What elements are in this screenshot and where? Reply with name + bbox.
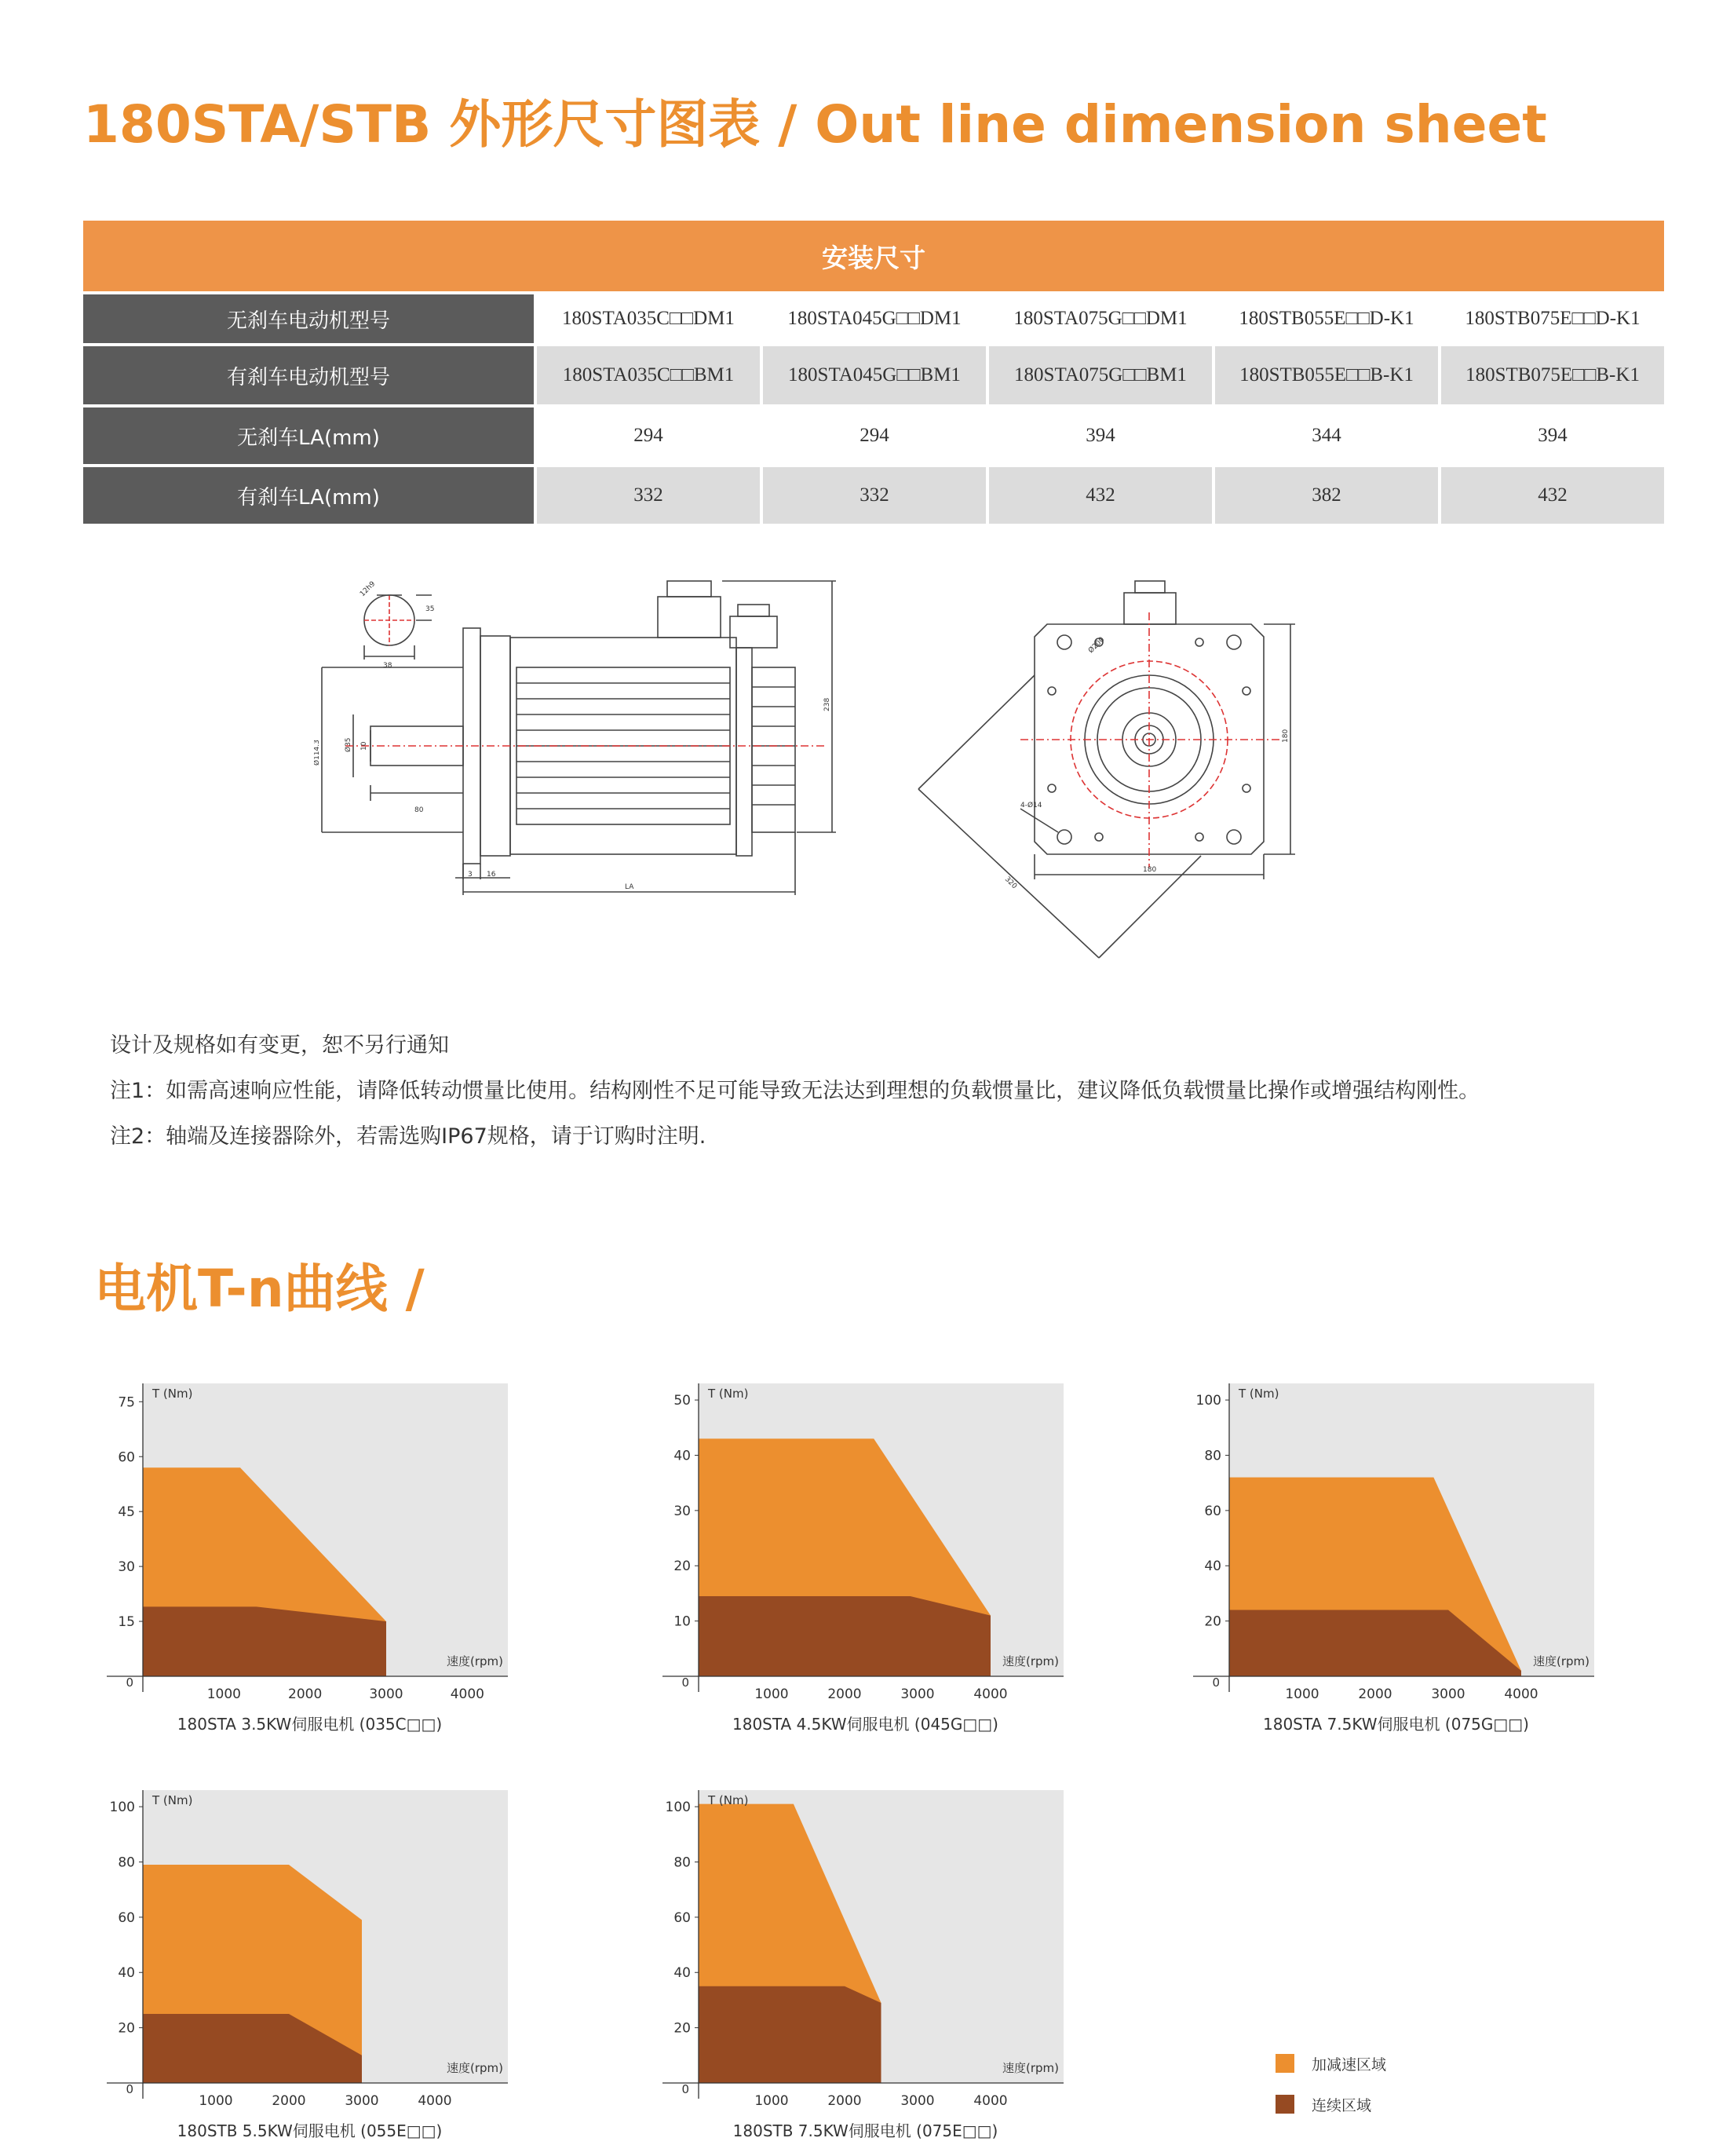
dim-shaft-dia: Ø35 [345,737,352,752]
x-tick-label: 1000 [754,1686,789,1702]
x-tick-label: 4000 [450,1686,484,1702]
x-tick-label: 4000 [1504,1686,1538,1702]
dim-key-width: 38 [383,662,392,670]
table-cell: 180STA045G□□BM1 [763,346,986,404]
table-cell: 180STB075E□□B-K1 [1441,346,1664,404]
table-cell: 180STA045G□□DM1 [763,294,986,343]
tn-chart-055E [102,1781,542,2150]
origin-label: 0 [1212,1675,1220,1690]
x-tick-label: 3000 [345,2093,379,2109]
y-tick-label: 100 [1195,1393,1221,1409]
note-line: 设计及规格如有变更，恕不另行通知 [110,1033,449,1058]
y-tick-label: 40 [673,1965,691,1982]
tn-chart-075G [1188,1374,1628,1743]
chart-caption: 180STA 3.5KW伺服电机 (035C□□) [177,1715,443,1734]
row-label: 有刹车LA(mm) [83,467,534,524]
y-tick-label: 40 [673,1448,691,1464]
y-axis-label: T (Nm) [152,1793,193,1807]
y-tick-label: 50 [673,1393,691,1409]
table-cell: 180STB055E□□D-K1 [1215,294,1438,343]
x-axis-label: 速度(rpm) [446,1654,503,1668]
y-axis-label: T (Nm) [152,1387,193,1401]
x-tick-label: 2000 [288,1686,323,1702]
x-tick-label: 2000 [827,1686,862,1702]
origin-label: 0 [126,1675,133,1690]
y-tick-label: 20 [118,2020,135,2037]
legend-label: 连续区域 [1312,2096,1372,2114]
chart-caption: 180STA 4.5KW伺服电机 (045G□□) [732,1715,998,1734]
tn-chart-035C [102,1374,542,1743]
dim-height: 238 [823,697,831,711]
table-cell: 432 [989,467,1212,524]
y-tick-label: 40 [118,1965,135,1982]
y-tick-label: 30 [673,1503,691,1519]
series-area [699,1596,991,1676]
motor-outline-svg [314,550,1319,974]
row-label: 有刹车电动机型号 [83,346,534,404]
dim-hole: 4-Ø14 [1020,802,1042,809]
dim-shaft-len: 80 [414,806,424,814]
x-tick-label: 1000 [206,1686,241,1702]
page-title: 180STA/STB 外形尺寸图表 / Out line dimension sheet [83,94,1547,155]
y-tick-label: 80 [673,1855,691,1871]
dim-flange-dia: Ø114.3 [314,740,321,766]
dim-side2: 180 [1143,866,1157,874]
x-axis-label: 速度(rpm) [1532,1654,1589,1668]
tn-chart-045G [658,1374,1097,1743]
y-tick-label: 100 [665,1800,691,1816]
x-axis-label: 速度(rpm) [1002,2061,1059,2075]
note-line: 注1：如需高速响应性能，请降低转动惯量比使用。结构刚性不足可能导致无法达到理想的负载惯量比，建议降低负载惯量比操作或增强结构刚性。 [110,1079,1480,1103]
y-tick-label: 60 [118,1909,135,1926]
legend-label: 加减速区域 [1312,2056,1387,2074]
table-cell: 180STB055E□□B-K1 [1215,346,1438,404]
table-header: 安装尺寸 [83,221,1664,291]
dim-shaft-key: 12h9 [359,579,378,599]
dim-step: 16 [487,871,496,879]
dim-flange-thickness: 3 [468,871,473,879]
dim-pcd: Ø200 [1087,635,1107,656]
table-cell: 294 [537,407,760,464]
x-tick-label: 3000 [369,1686,403,1702]
x-tick-label: 1000 [1285,1686,1319,1702]
y-tick-label: 15 [118,1614,135,1631]
y-tick-label: 20 [673,2020,691,2037]
chart-legend [1276,2052,1386,2134]
x-tick-label: 4000 [973,2093,1008,2109]
note-line: 注2：轴端及连接器除外，若需选购IP67规格，请于订购时注明. [110,1124,706,1149]
x-axis-label: 速度(rpm) [446,2061,503,2075]
x-tick-label: 2000 [272,2093,306,2109]
y-tick-label: 60 [118,1449,135,1466]
y-axis-label: T (Nm) [708,1793,749,1807]
legend-item [1276,2052,1386,2074]
table-row [83,467,1664,524]
table-cell: 394 [989,407,1212,464]
row-label: 无刹车LA(mm) [83,407,534,464]
origin-label: 0 [681,1675,689,1690]
table-row [83,346,1664,404]
section-title: 电机T-n曲线 / [94,1259,425,1319]
x-tick-label: 2000 [827,2093,862,2109]
table-cell: 180STA035C□□BM1 [537,346,760,404]
x-axis-label: 速度(rpm) [1002,1654,1059,1668]
y-tick-label: 100 [109,1800,135,1816]
table-cell: 180STA075G□□BM1 [989,346,1212,404]
y-tick-label: 80 [1204,1448,1221,1464]
dim-key-depth: 35 [425,605,435,613]
chart-caption: 180STB 5.5KW伺服电机 (055E□□) [177,2121,443,2140]
table-row [83,294,1664,343]
y-tick-label: 20 [673,1559,691,1575]
chart-svg [1188,1374,1628,1743]
table-cell: 432 [1441,467,1664,524]
notes [110,1023,1480,1160]
table-row [83,407,1664,464]
tn-chart-075E [658,1781,1097,2150]
x-tick-label: 1000 [754,2093,789,2109]
row-label: 无刹车电动机型号 [83,294,534,343]
origin-label: 0 [126,2082,133,2096]
x-tick-label: 4000 [973,1686,1008,1702]
chart-caption: 180STB 7.5KW伺服电机 (075E□□) [732,2121,998,2140]
dim-la: LA [625,883,634,891]
y-tick-label: 10 [673,1613,691,1630]
dimension-table [83,221,1664,524]
chart-svg [102,1781,542,2150]
dim-diag: 320 [1002,875,1019,891]
y-tick-label: 20 [1204,1613,1221,1630]
series-area [699,1986,881,2083]
dim-key-len: 10 [360,741,368,751]
x-tick-label: 1000 [199,2093,233,2109]
chart-caption: 180STA 7.5KW伺服电机 (075G□□) [1263,1715,1529,1734]
table-cell: 394 [1441,407,1664,464]
outline-drawing [314,550,1319,974]
y-tick-label: 80 [118,1855,135,1871]
y-tick-label: 60 [1204,1503,1221,1519]
legend-item [1276,2093,1386,2115]
dim-side: 180 [1282,729,1290,743]
table-cell: 332 [537,467,760,524]
table-cell: 180STA075G□□DM1 [989,294,1212,343]
table-cell: 332 [763,467,986,524]
x-tick-label: 3000 [1431,1686,1465,1702]
origin-label: 0 [681,2082,689,2096]
chart-svg [102,1374,542,1743]
y-axis-label: T (Nm) [1239,1387,1279,1401]
legend-swatch [1276,2054,1294,2073]
chart-svg [658,1781,1097,2150]
y-axis-label: T (Nm) [708,1387,749,1401]
x-tick-label: 2000 [1358,1686,1392,1702]
table-cell: 344 [1215,407,1438,464]
table-cell: 180STB075E□□D-K1 [1441,294,1664,343]
x-tick-label: 3000 [900,2093,935,2109]
x-tick-label: 3000 [900,1686,935,1702]
x-tick-label: 4000 [418,2093,452,2109]
legend-swatch [1276,2095,1294,2114]
y-tick-label: 75 [118,1394,135,1411]
table-cell: 382 [1215,467,1438,524]
table-cell: 294 [763,407,986,464]
chart-svg [658,1374,1097,1743]
table-cell: 180STA035C□□DM1 [537,294,760,343]
y-tick-label: 60 [673,1909,691,1926]
y-tick-label: 45 [118,1504,135,1521]
y-tick-label: 40 [1204,1559,1221,1575]
y-tick-label: 30 [118,1559,135,1576]
